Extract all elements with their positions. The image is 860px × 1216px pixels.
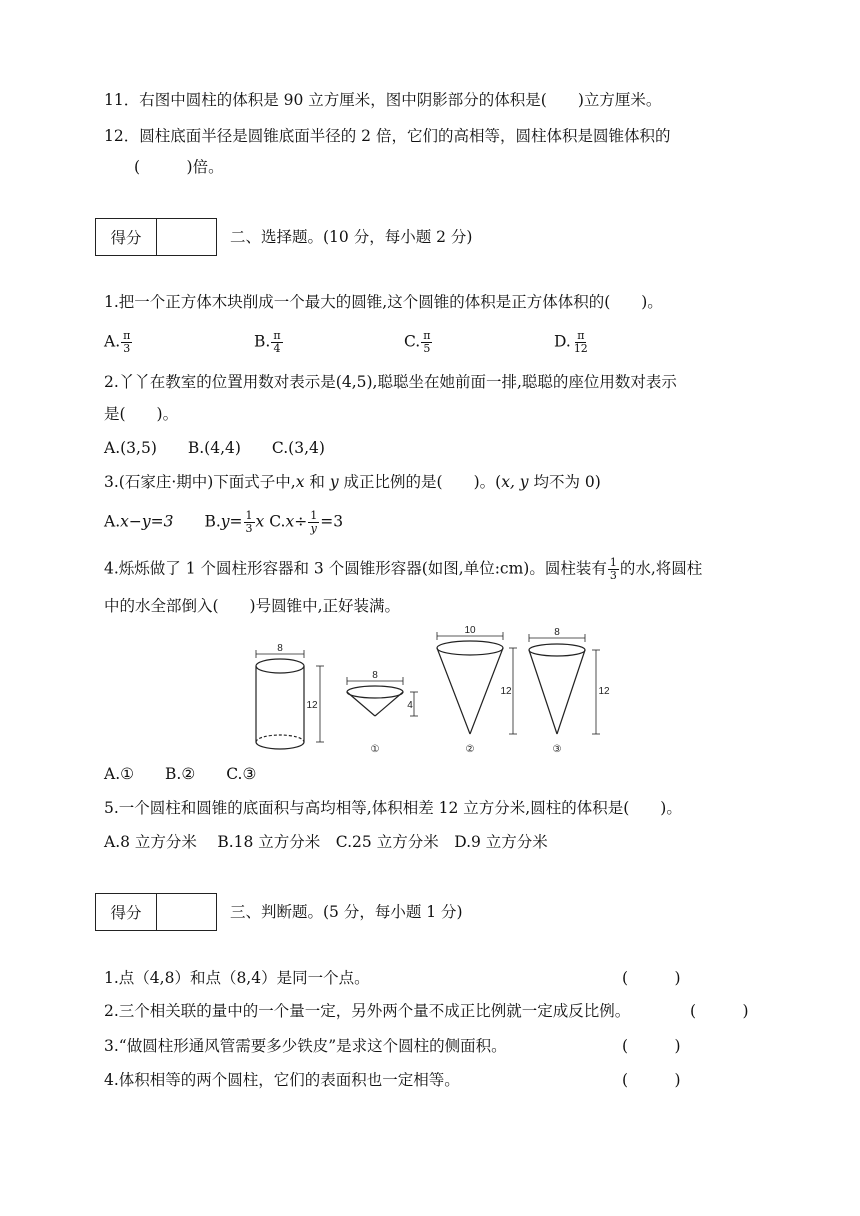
choice-q2-options: A.(3,5) B.(4,4) C.(3,4)	[104, 439, 325, 457]
cylinder-diameter-label: 8	[277, 643, 283, 654]
cone-1-number: ①	[370, 744, 380, 755]
cone-3-number: ③	[552, 744, 562, 755]
score-box-section2	[95, 218, 217, 256]
choice-q3-options: A.x−y=3 B.y= $\frac{1}{3}$ x C.x÷ $\frac{1}{y}$ =3	[104, 509, 344, 535]
score-label: 得分	[96, 894, 157, 930]
section3-title: 三、判断题。(5 分，每小题 1 分)	[230, 903, 463, 921]
judge-item-1: 1.点（4,8）和点（8,4）是同一个点。	[104, 969, 370, 987]
cone-2-number: ②	[465, 744, 475, 755]
question-12-line2: ( )倍。	[134, 158, 224, 176]
choice-q1-option-c: C. $\frac{\pi}{5}$	[404, 329, 431, 355]
cone-2-shape	[437, 632, 517, 734]
choice-q2-line2: 是( )。	[104, 405, 179, 423]
containers-figure	[248, 624, 618, 760]
judge-item-4: 4.体积相等的两个圆柱，它们的表面积也一定相等。	[104, 1071, 460, 1089]
cone-1-diameter-label: 8	[372, 670, 378, 681]
choice-q4-options: A.① B.② C.③	[104, 765, 257, 783]
judge-item-2-blank[interactable]: ( )	[690, 1002, 749, 1020]
judge-item-3-blank[interactable]: ( )	[622, 1037, 681, 1055]
score-blank[interactable]	[157, 219, 216, 255]
section2-title: 二、选择题。(10 分，每小题 2 分)	[230, 228, 473, 246]
choice-q1-option-a: A. $\frac{\pi}{3}$	[104, 329, 131, 355]
cone-2-height-label: 12	[500, 686, 512, 697]
choice-q1: 1.把一个正方体木块削成一个最大的圆锥,这个圆锥的体积是正方体体积的( )。	[104, 293, 663, 311]
cone-3-diameter-label: 8	[554, 627, 560, 638]
question-11: 11．右图中圆柱的体积是 90 立方厘米，图中阴影部分的体积是( )立方厘米。	[104, 91, 662, 109]
cone-2-diameter-label: 10	[464, 625, 476, 636]
judge-item-4-blank[interactable]: ( )	[622, 1071, 681, 1089]
question-12-line1: 12．圆柱底面半径是圆锥底面半径的 2 倍，它们的高相等，圆柱体积是圆锥体积的	[104, 127, 671, 145]
score-box-section3	[95, 893, 217, 931]
choice-q1-option-b: B. $\frac{\pi}{4}$	[254, 329, 281, 355]
cone-3-shape	[529, 634, 600, 734]
judge-item-2: 2.三个相关联的量中的一个量一定，另外两个量不成正比例就一定成反比例。	[104, 1002, 631, 1020]
cylinder-height-label: 12	[306, 700, 318, 711]
cone-1-height-label: 4	[407, 700, 413, 711]
choice-q4-line1: 4.烁烁做了 1 个圆柱形容器和 3 个圆锥形容器(如图,单位:cm)。圆柱装有 $\frac{1}{3}$ 的水,将圆柱	[104, 556, 703, 582]
choice-q5-options: A.8 立方分米 B.18 立方分米 C.25 立方分米 D.9 立方分米	[104, 833, 548, 851]
score-label: 得分	[96, 219, 157, 255]
judge-item-1-blank[interactable]: ( )	[622, 969, 681, 987]
choice-q2-line1: 2.丫丫在教室的位置用数对表示是(4,5),聪聪坐在她前面一排,聪聪的座位用数对表示	[104, 373, 677, 391]
judge-item-3: 3.“做圆柱形通风管需要多少铁皮”是求这个圆柱的侧面积。	[104, 1037, 507, 1055]
choice-q4-line2: 中的水全部倒入( )号圆锥中,正好装满。	[104, 597, 401, 615]
choice-q3: 3.(石家庄·期中)下面式子中,x 和 y 成正比例的是( )。(x, y 均不为 0)	[104, 473, 601, 491]
choice-q5: 5.一个圆柱和圆锥的底面积与高均相等,体积相差 12 立方分米,圆柱的体积是( )。	[104, 799, 682, 817]
cone-3-height-label: 12	[598, 686, 610, 697]
choice-q1-option-d: D. $\frac{\pi}{12}$	[554, 329, 588, 355]
score-blank[interactable]	[157, 894, 216, 930]
